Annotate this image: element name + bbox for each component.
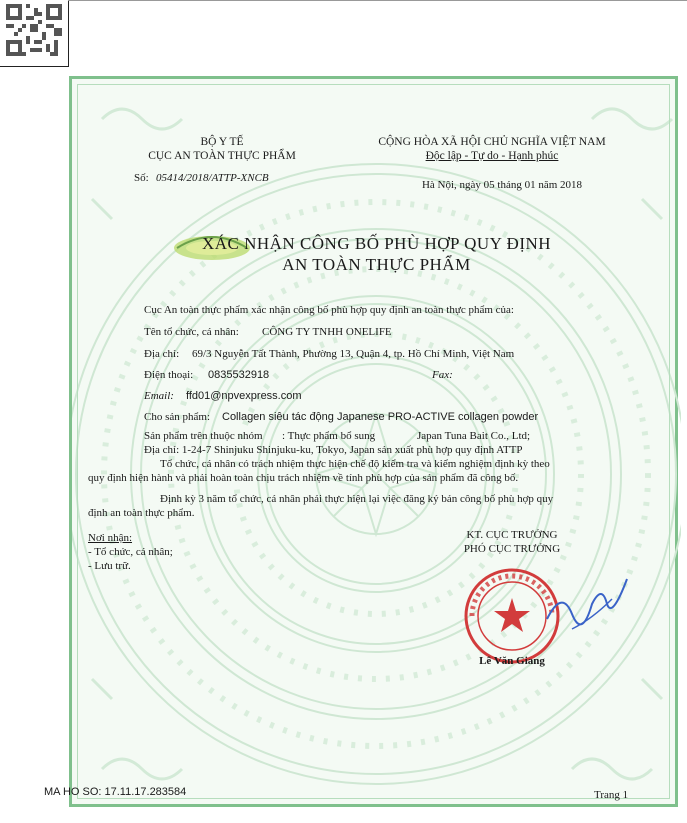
top-divider bbox=[68, 0, 687, 1]
certificate bbox=[69, 76, 678, 807]
qr-code-frame bbox=[0, 0, 69, 67]
signer-role-1: KT. CỤC TRƯỞNG bbox=[466, 529, 558, 541]
phone-value: 0835532918 bbox=[208, 369, 270, 381]
responsibility-line1: Tổ chức, cá nhân có trách nhiệm thực hiện chế độ kiểm tra và kiểm nghiệm định kỳ theo bbox=[160, 458, 550, 470]
renewal-line2: định an toàn thực phẩm. bbox=[88, 507, 195, 519]
recipient-item: - Tổ chức, cá nhân; bbox=[88, 546, 173, 558]
intro-text: Cục An toàn thực phẩm xác nhận công bố phù hợp quy định an toàn thực phẩm của: bbox=[144, 304, 514, 316]
address-value: 69/3 Nguyễn Tất Thành, Phường 13, Quận 4, tp. Hồ Chí Minh, Việt Nam bbox=[192, 348, 515, 360]
manufacturer-address: Địa chỉ: 1-24-7 Shinjuku Shinjuku-ku, Tokyo, Japan sản xuất phù hợp quy định ATTP bbox=[144, 444, 523, 456]
phone-label: Điện thoại: bbox=[144, 369, 194, 381]
country-name: CỘNG HÒA XÃ HỘI CHỦ NGHĨA VIỆT NAM bbox=[378, 136, 606, 148]
signer-role-2: PHÓ CỤC TRƯỞNG bbox=[463, 543, 561, 555]
email-value: ffd01@npvexpress.com bbox=[186, 390, 302, 402]
place-date: Hà Nội, ngày 05 tháng 01 năm 2018 bbox=[421, 179, 583, 191]
recipients-label: Nơi nhận: bbox=[88, 532, 133, 544]
signer-name: Lê Văn Giang bbox=[479, 655, 545, 667]
manufacturer-name: Japan Tuna Bait Co., Ltd; bbox=[417, 430, 531, 442]
fax-label: Fax: bbox=[432, 369, 453, 381]
certificate-title-line2: AN TOÀN THỰC PHẨM bbox=[282, 255, 471, 274]
qr-code bbox=[6, 4, 62, 56]
email-label: Email: bbox=[144, 390, 174, 402]
ministry-name: BỘ Y TẾ bbox=[200, 136, 244, 148]
address-label: Địa chỉ: bbox=[144, 348, 180, 360]
group-label: Sản phẩm trên thuộc nhóm bbox=[144, 430, 263, 442]
recipient-item: - Lưu trữ. bbox=[88, 560, 131, 572]
product-value: Collagen siêu tác động Japanese PRO-ACTIVE collagen powder bbox=[222, 411, 539, 423]
national-motto: Độc lập - Tự do - Hạnh phúc bbox=[425, 150, 559, 162]
product-label: Cho sản phẩm: bbox=[144, 411, 210, 423]
org-label: Tên tổ chức, cá nhân: bbox=[144, 326, 239, 338]
renewal-line1: Định kỳ 3 năm tổ chức, cá nhân phải thực hiện lại việc đăng ký bản công bố phù hợp quy bbox=[160, 493, 554, 505]
document-number: 05414/2018/ATTP-XNCB bbox=[156, 172, 269, 184]
group-value: : Thực phẩm bổ sung bbox=[282, 430, 376, 442]
record-number: MA HO SO: 17.11.17.283584 bbox=[44, 786, 187, 798]
page-number: Trang 1 bbox=[594, 789, 629, 801]
certificate-title-line1: XÁC NHẬN CÔNG BỐ PHÙ HỢP QUY ĐỊNH bbox=[201, 234, 552, 253]
number-label: Số: bbox=[134, 172, 149, 184]
signature-mark bbox=[542, 574, 632, 644]
responsibility-line2: quy định hiện hành và phải hoàn toàn chịu trách nhiệm về tính phù hợp của sản phẩm đã công bố. bbox=[88, 472, 519, 484]
org-value: CÔNG TY TNHH ONELIFE bbox=[262, 326, 392, 338]
department-name: CỤC AN TOÀN THỰC PHẨM bbox=[148, 150, 296, 162]
